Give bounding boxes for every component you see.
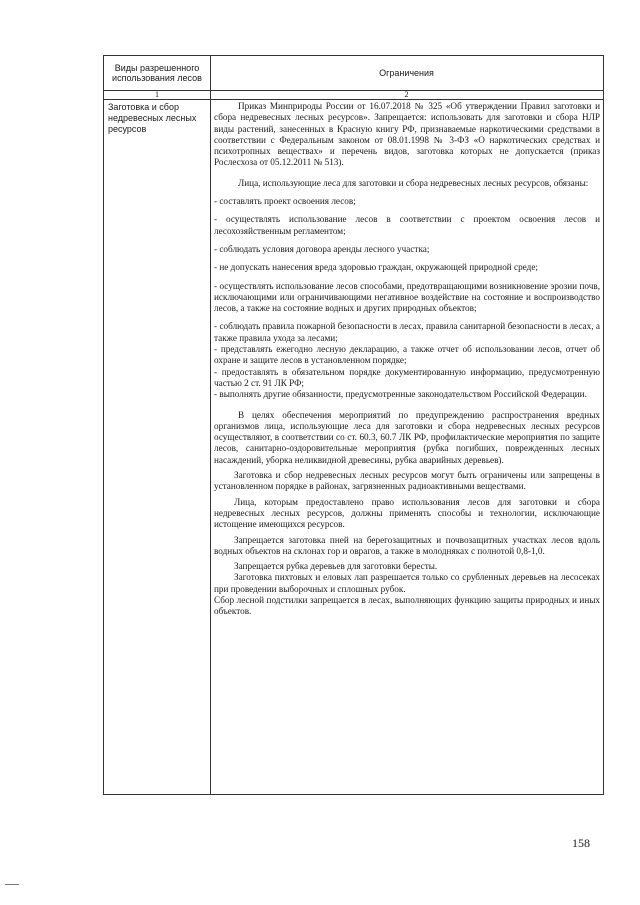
obligation-item: - выполнять другие обязанности, предусмотренные законодательством Российской Федерации. [214, 389, 587, 400]
paragraph-radioactive: Заготовка и сбор недревесных лесных ресурсов могут быть ограничены или запрещены в установленном порядке в районах, загрязненных радиоактивными веществами. [214, 470, 600, 492]
obligation-item: - предоставлять в обязательном порядке документированную информацию, предусмотренную частью 2 ст. 91 ЛК РФ; [214, 366, 600, 388]
page-number: 158 [572, 836, 590, 850]
obligation-item: - составлять проект освоения лесов; [214, 196, 356, 207]
column-divider [210, 56, 211, 794]
obligation-item: - соблюдать условия договора аренды лесного участка; [214, 243, 430, 254]
paragraph-order: Приказ Минприроды России от 16.07.2018 № 325 «Об утверждении Правил заготовки и сбора недревесных лесных ресурсов». Запрещается: использовать для заготовки и сбора НЛР виды растений, занесенных в Красную книгу РФ, признаваемые наркотическими средствами в соответствии с Федеральным законом от 08.01.1998 № 3-ФЗ «О наркотических средствах и психотропных веществах» и перечень видов, заготовка которых не допускается (приказ Рослесхоза от 05.12.2011 № 513). [214, 101, 600, 168]
number-row-divider [104, 99, 603, 100]
column-number-1: 1 [155, 90, 159, 99]
paragraph-forest-litter: Сбор лесной подстилки запрещается в лесах, выполняющих функцию защиты природных и иных объектов. [214, 594, 600, 617]
column-number-2: 2 [404, 90, 409, 99]
obligation-item: - осуществлять использование лесов в соответствии с проектом освоения лесов и лесохозяйственным регламентом; [214, 214, 600, 236]
header-restrictions: Ограничения [379, 68, 434, 78]
header-use-types: Виды разрешенного использования лесов [112, 63, 202, 83]
paragraph-birch-bark: Запрещается рубка деревьев для заготовки бересты. [234, 561, 438, 572]
restrictions-table [103, 55, 604, 795]
paragraph-fir-spruce: Заготовка пихтовых и еловых лап разрешается только со срубленных деревьев на лесосеках при проведении выборочных и сплошных рубок. [214, 572, 600, 594]
restrictions-cell [214, 101, 600, 618]
obligation-item: - соблюдать правила пожарной безопасности в лесах, правила санитарной безопасности в лесах, а также правила ухода за лесами; [214, 321, 600, 343]
paragraph-pest-prevention: В целях обеспечения мероприятий по предупреждению распространения вредных организмов лица, использующие леса для заготовки и сбора недревесных лесных ресурсов осуществляют, в соответствии со ст. 60.3, 60.7 ЛК РФ, профилактические мероприятия по защите лесов, санитарно-оздоровительные мероприятия (рубка погибших, поврежденных лесных насаждений, уборка неликвидной древесины, рубка аварийных деревьев). [214, 409, 600, 465]
paragraph-stumps: Запрещается заготовка пней на берегозащитных и почвозащитных участках лесов вдоль водных объектов на склонах гор и оврагов, а также в молодняках с полнотой 0,8-1,0. [214, 534, 600, 556]
paragraph-obligations-intro: Лица, использующие леса для заготовки и сбора недревесных лесных ресурсов, обязаны: [238, 177, 589, 188]
obligation-item: - осуществлять использование лесов способами, предотвращающими возникновение эрозии почв, исключающими или ограничивающими негативное воздействие на состояние и воспроизводство лесов, а также на состояние водных и других природных объектов; [214, 280, 600, 314]
use-type-cell: Заготовка и сбор недревесных лесных ресурсов [108, 102, 197, 134]
obligation-item: - представлять ежегодно лесную декларацию, а также отчет об использовании лесов, отчет об охране и защите лесов в установленном порядке; [214, 344, 600, 366]
obligation-item: - не допускать нанесения вреда здоровью граждан, окружающей природной среде; [214, 262, 538, 273]
paragraph-technologies: Лица, которым предоставлено право использования лесов для заготовки и сбора недревесных лесных ресурсов, должны применять способы и технологии, исключающие истощение имеющихся ресурсов. [214, 496, 600, 530]
scan-mark [5, 884, 19, 885]
